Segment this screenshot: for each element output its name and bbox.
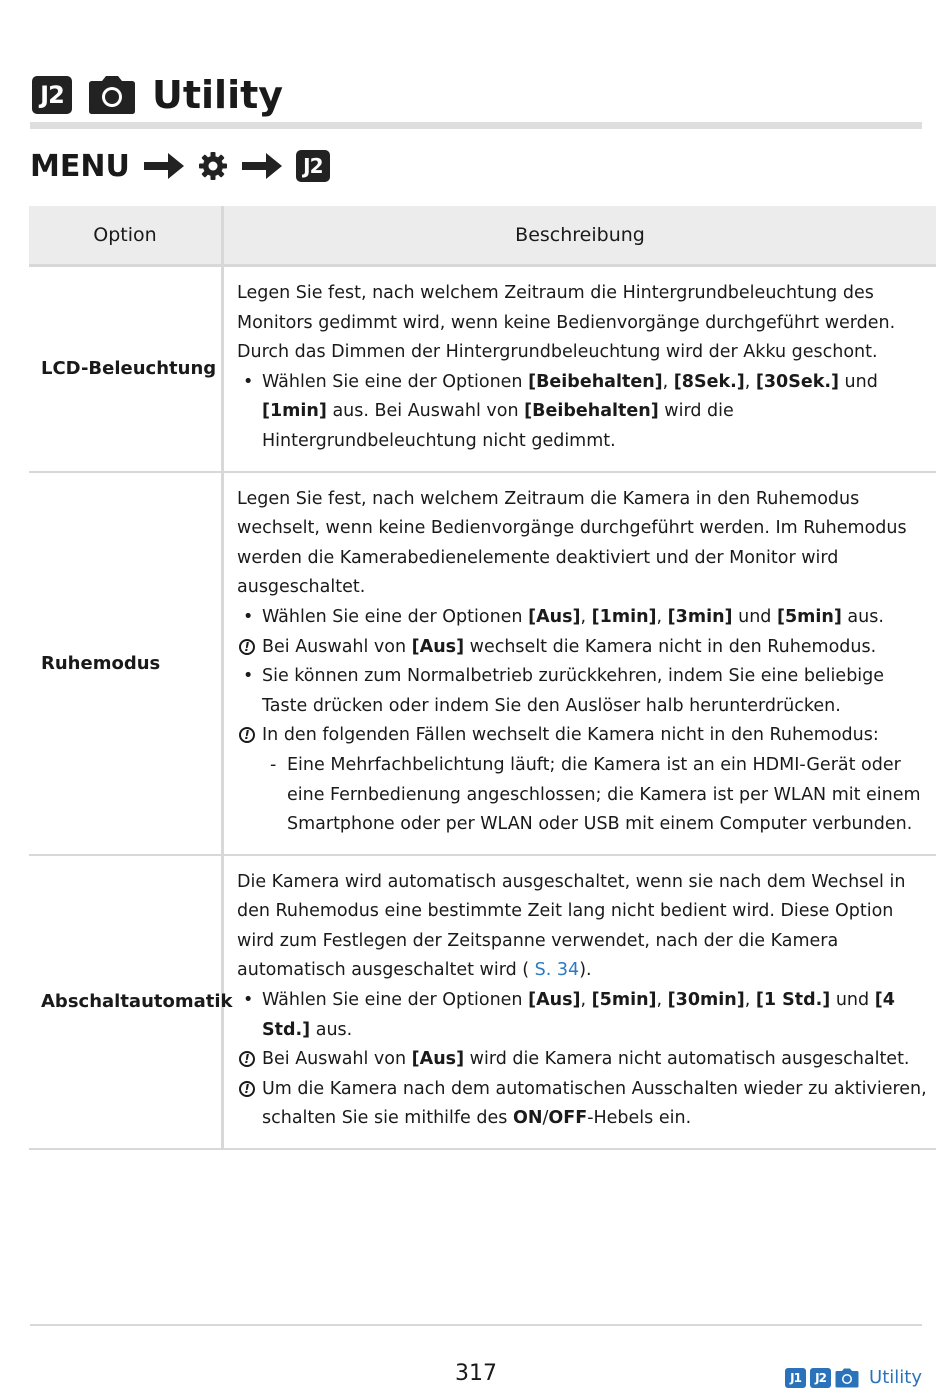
options-table	[29, 206, 936, 1150]
caution-note	[237, 721, 928, 751]
caution-note	[237, 1075, 928, 1134]
option-value: [Aus]	[528, 990, 581, 1011]
bullet-text: aus.	[310, 1019, 353, 1040]
option-name: Ruhemodus	[29, 472, 223, 855]
caution-note	[237, 633, 928, 663]
option-value: [Beibehalten]	[528, 371, 663, 392]
caution-text: In den folgenden Fällen wechselt die Kamera nicht in den Ruhemodus:	[262, 725, 879, 746]
column-header-option: Option	[29, 206, 223, 266]
tab-j2-badge: J2	[32, 76, 72, 114]
table-header-row	[29, 206, 936, 266]
separator: ,	[656, 606, 668, 627]
option-value: [3min]	[667, 606, 733, 627]
option-value: [30Sek.]	[755, 371, 839, 392]
table-row	[29, 472, 936, 855]
caution-icon: !	[239, 639, 255, 655]
option-value: [1min]	[262, 401, 327, 422]
option-description	[223, 855, 937, 1149]
footer-nav-link[interactable]	[785, 1367, 922, 1388]
camera-icon	[88, 75, 136, 115]
button-name: OFF	[548, 1108, 588, 1129]
button-name: ON	[512, 1108, 543, 1129]
description-text-part: Die Kamera wird automatisch ausgeschaltet, wenn sie nach dem Wechsel in den Ruhemodus eine bestimmte Zeit lang nicht bedient wird. Diese Option wird zum Festlegen der Zeitspanne verwendet, nach der die Kamera automatisch ausgeschaltet wird (	[237, 871, 906, 981]
caution-text: Bei Auswahl von	[262, 636, 412, 657]
footer-nav-label: Utility	[869, 1367, 922, 1388]
description-text: Legen Sie fest, nach welchem Zeitraum die Hintergrundbeleuchtung des Monitors gedimmt wird, wenn keine Bedienvorgänge durchgeführt werden. Durch das Dimmen der Hintergrundbeleuchtung wird der Akku geschont.	[237, 283, 896, 363]
option-value: [1 Std.]	[755, 990, 831, 1011]
title-divider	[30, 122, 922, 129]
option-value: [8Sek.]	[673, 371, 745, 392]
option-value: [30min]	[667, 990, 745, 1011]
dash-item: - Eine Mehrfachbelichtung läuft; die Kamera ist an ein HDMI-Gerät oder eine Fernbedienung angeschlossen; die Kamera ist per WLAN mit einem Smartphone oder per WLAN oder USB mit einem Computer verbunden.	[237, 751, 928, 840]
caution-text: -Hebels ein.	[587, 1108, 692, 1129]
caution-text: wird die Kamera nicht automatisch ausgeschaltet.	[464, 1049, 910, 1070]
description-text-part: ).	[579, 960, 592, 981]
option-name: Abschaltautomatik	[29, 855, 223, 1149]
bullet-item	[237, 986, 928, 1045]
title-text: Utility	[152, 73, 284, 117]
option-value: [5min]	[591, 990, 657, 1011]
footer-divider	[30, 1324, 922, 1326]
menu-label: MENU	[30, 148, 130, 184]
caution-icon: !	[239, 727, 255, 743]
tab-j2-badge: J2	[296, 150, 330, 182]
separator: ,	[744, 371, 756, 392]
menu-path	[30, 143, 330, 189]
page-title	[32, 70, 283, 120]
bullet-item	[237, 603, 928, 633]
page-number: 317	[455, 1361, 497, 1386]
option-description	[223, 266, 937, 472]
caution-note	[237, 1045, 928, 1075]
tab-j1-badge: J1	[785, 1368, 806, 1388]
option-value: [5min]	[776, 606, 842, 627]
description-text	[237, 868, 928, 986]
bullet-item	[237, 368, 928, 457]
separator: ,	[580, 990, 592, 1011]
caution-text: wechselt die Kamera nicht in den Ruhemodus.	[464, 636, 877, 657]
caution-text: Um die Kamera nach dem automatischen Ausschalten wieder zu aktivieren, schalten Sie sie mithilfe des	[262, 1078, 927, 1129]
separator: ,	[580, 606, 592, 627]
bullet-text: Wählen Sie eine der Optionen	[262, 371, 529, 392]
option-value: [Beibehalten]	[524, 401, 659, 422]
page-reference-link[interactable]: S. 34	[529, 960, 580, 981]
tab-j2-badge: J2	[810, 1368, 831, 1388]
option-value: [Aus]	[411, 1049, 465, 1070]
bullet-text: wird die Hintergrundbeleuchtung nicht gedimmt.	[262, 401, 734, 451]
separator: /	[542, 1108, 549, 1129]
option-value: [Aus]	[411, 636, 465, 657]
bullet-text: Wählen Sie eine der Optionen	[262, 606, 529, 627]
option-value: [4 Std.]	[262, 990, 895, 1040]
arrow-right-icon	[142, 150, 186, 182]
description-text: Legen Sie fest, nach welchem Zeitraum die Kamera in den Ruhemodus wechselt, wenn keine Bedienvorgänge durchgeführt werden. Im Ruhemodus werden die Kamerabedienelemente deaktiviert und der Monitor wird ausgeschaltet.	[237, 488, 907, 598]
gear-icon	[198, 151, 228, 181]
table-row	[29, 266, 936, 472]
caution-icon: !	[239, 1051, 255, 1067]
option-value: [Aus]	[528, 606, 581, 627]
conjunction: und	[838, 371, 878, 392]
option-description	[223, 472, 937, 855]
option-value: [1min]	[591, 606, 657, 627]
separator: ,	[744, 990, 756, 1011]
separator: ,	[656, 990, 668, 1011]
caution-icon: !	[239, 1081, 255, 1097]
conjunction: und	[830, 990, 875, 1011]
arrow-right-icon	[240, 150, 284, 182]
table-row	[29, 855, 936, 1149]
camera-icon	[835, 1368, 859, 1388]
bullet-text: aus.	[841, 606, 884, 627]
option-name: LCD-Beleuchtung	[29, 266, 223, 472]
bullet-item: • Sie können zum Normalbetrieb zurückkehren, indem Sie eine beliebige Taste drücken oder indem Sie den Auslöser halb herunterdrücken.	[237, 662, 928, 721]
bullet-text: aus. Bei Auswahl von	[326, 401, 525, 422]
column-header-description: Beschreibung	[223, 206, 937, 266]
separator: ,	[662, 371, 674, 392]
caution-text: Bei Auswahl von	[262, 1049, 412, 1070]
bullet-text: Wählen Sie eine der Optionen	[262, 990, 529, 1011]
conjunction: und	[732, 606, 777, 627]
